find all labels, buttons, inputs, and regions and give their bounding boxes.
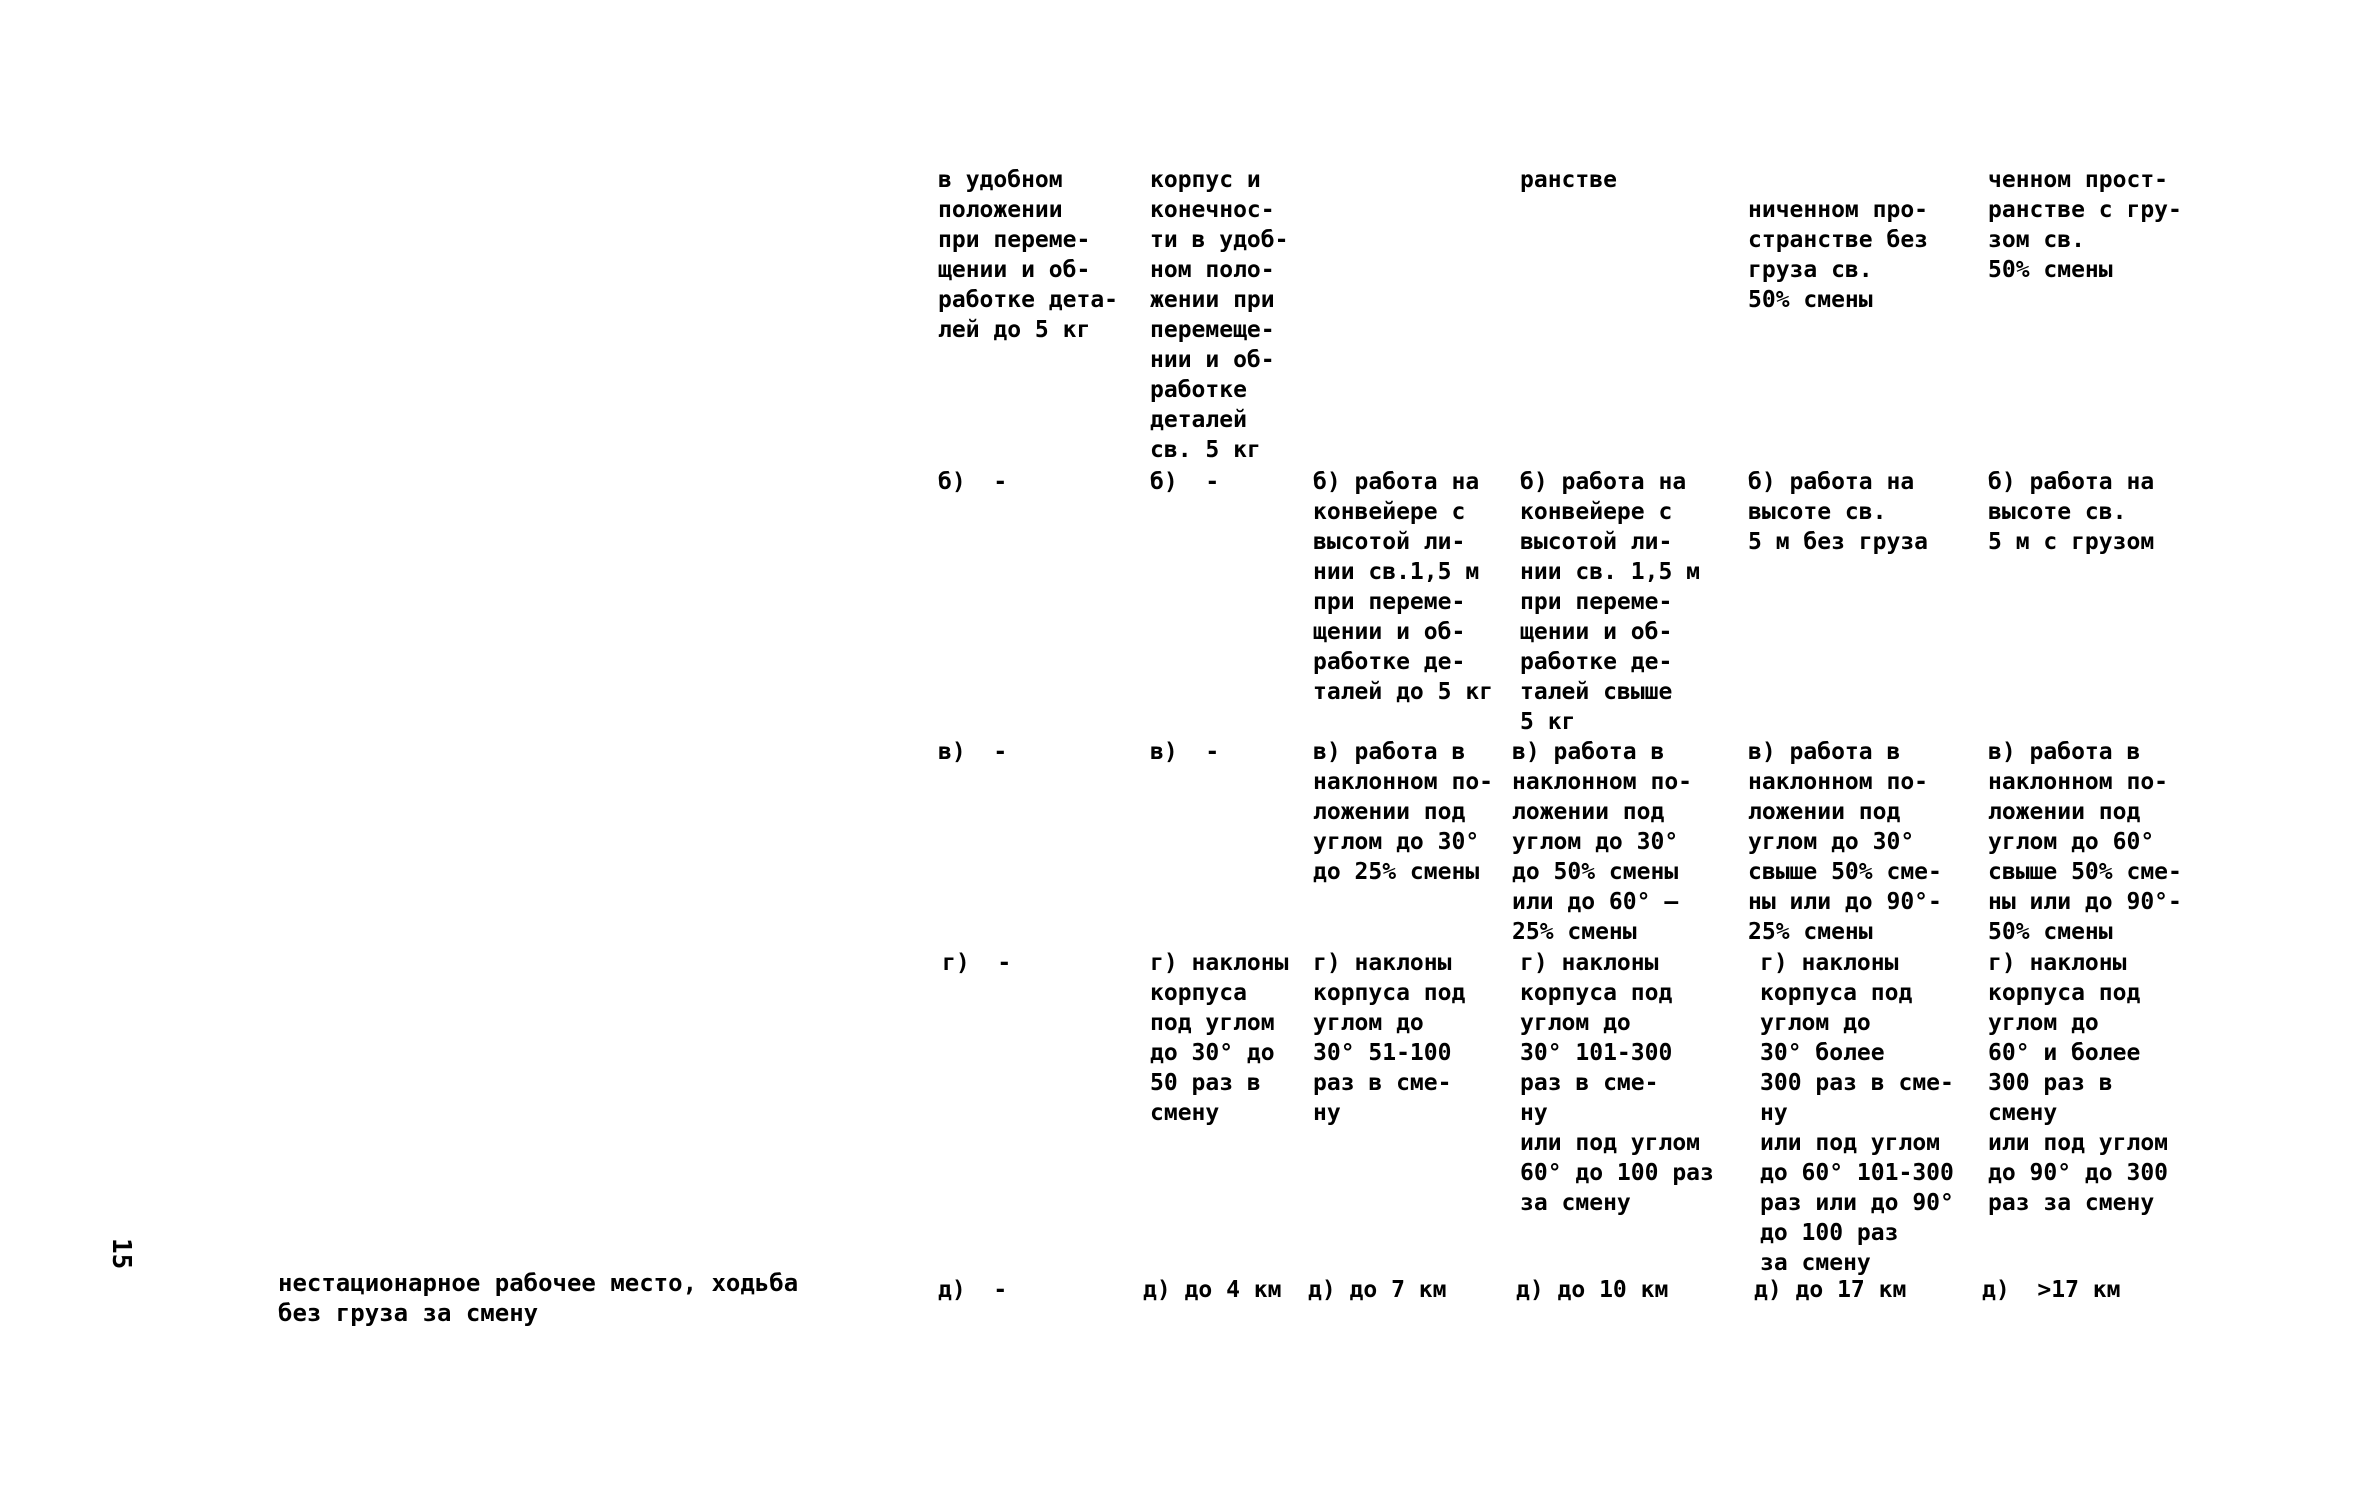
row-v-cell-4: в) работа в наклонном по- ложении под углом до 30° до 50% смены или до 60° — 25% смены — [1512, 739, 1693, 945]
row-d-cell-1: д) - — [938, 1277, 1008, 1303]
header-cell-2: корпус и конечнос- ти в удоб- ном поло- жении при перемеще- нии и об- работке деталей св. 5 кг — [1150, 167, 1289, 463]
row-v-cell-1: в) - — [938, 739, 1008, 765]
row-label-nonstationary: нестационарное рабочее место, ходьба без груза за смену — [278, 1269, 799, 1327]
row-b-cell-4: б) работа на конвейере с высотой ли- нии св. 1,5 м при переме- щении и об- работке де- талей свыше 5 кг — [1520, 469, 1701, 735]
row-g-cell-6: г) наклоны корпуса под углом до 60° и более 300 раз в смену или под углом до 90° до 300 раз за смену — [1988, 950, 2169, 1216]
row-v-cell-5: в) работа в наклонном по- ложении под углом до 30° свыше 50% сме- ны или до 90°- 25% смены — [1748, 739, 1942, 945]
row-g-cell-3: г) наклоны корпуса под углом до 30° 51-100 раз в сме- ну — [1313, 950, 1466, 1126]
row-d-cell-5: д) до 17 км — [1754, 1277, 1907, 1303]
row-g-cell-1: г) - — [942, 950, 1012, 976]
header-cell-5: ниченном про- странстве без груза св. 50% смены — [1748, 197, 1929, 313]
row-d-cell-6: д) >17 км — [1982, 1277, 2121, 1303]
row-g-cell-5: г) наклоны корпуса под углом до 30° более 300 раз в сме- ну или под углом до 60° 101-300 раз или до 90° до 100 раз за смену — [1760, 950, 1954, 1276]
header-cell-6: ченном прост- ранстве с гру- зом св. 50% смены — [1988, 167, 2182, 283]
row-b-cell-6: б) работа на высоте св. 5 м с грузом — [1988, 469, 2155, 555]
row-v-cell-3: в) работа в наклонном по- ложении под углом до 30° до 25% смены — [1313, 739, 1494, 885]
row-v-cell-6: в) работа в наклонном по- ложении под углом до 60° свыше 50% сме- ны или до 90°- 50% смены — [1988, 739, 2182, 945]
row-b-cell-2: б) - — [1150, 469, 1220, 495]
row-v-cell-2: в) - — [1150, 739, 1220, 765]
header-cell-1: в удобном положении при переме- щении и об- работке дета- лей до 5 кг — [938, 167, 1119, 343]
header-cell-4: ранстве — [1520, 167, 1617, 193]
row-g-cell-2: г) наклоны корпуса под углом до 30° до 50 раз в смену — [1150, 950, 1289, 1126]
row-g-cell-4: г) наклоны корпуса под углом до 30° 101-300 раз в сме- ну или под углом 60° до 100 раз за смену — [1520, 950, 1714, 1216]
row-d-cell-2: д) до 4 км — [1143, 1277, 1282, 1303]
row-d-cell-3: д) до 7 км — [1308, 1277, 1447, 1303]
row-b-cell-5: б) работа на высоте св. 5 м без груза — [1748, 469, 1929, 555]
row-b-cell-3: б) работа на конвейере с высотой ли- нии св.1,5 м при переме- щении и об- работке де- талей до 5 кг — [1313, 469, 1494, 705]
page-number: 15 — [106, 1238, 136, 1270]
row-d-cell-4: д) до 10 км — [1516, 1277, 1669, 1303]
row-b-cell-1: б) - — [938, 469, 1008, 495]
